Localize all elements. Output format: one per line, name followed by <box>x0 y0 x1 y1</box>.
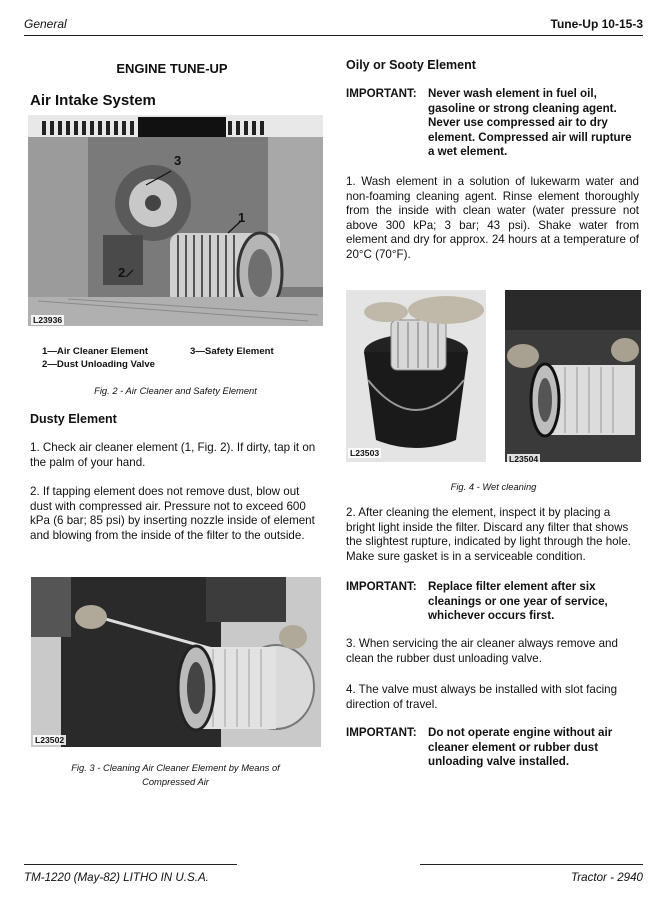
important-note-1 <box>346 87 639 162</box>
important-note-3 <box>346 726 639 774</box>
oily-step-2: 2. After cleaning the element, inspect it by placing a bright light inside the filter. Discard any filter that shows the slightest rupture, indicated by light through the hole. Make sure gasket is in a serviceable condition. <box>346 506 631 563</box>
callout-2: 2 <box>118 265 126 280</box>
compressed-air-illustration <box>31 577 321 747</box>
important-label: IMPORTANT: <box>346 580 417 593</box>
callout-3: 3 <box>174 153 182 168</box>
page-title: ENGINE TUNE-UP <box>116 61 228 76</box>
footer-model: Tractor - 2940 <box>571 871 643 884</box>
shake-illustration <box>505 290 641 462</box>
compressed-air-photo <box>31 577 321 747</box>
photo-id-label: L23936 <box>33 315 63 325</box>
dusty-step-1: 1. Check air cleaner element (1, Fig. 2). If dirty, tap it on the palm of your hand. <box>30 441 316 469</box>
important-text: Never wash element in fuel oil, gasoline or strong cleaning agent. Never use compressed air to dry element. Compressed air will rupture a wet element. <box>428 87 632 158</box>
legend-item-1: 1—Air Cleaner Element <box>42 346 149 357</box>
photo-id-label: L23504 <box>509 454 539 462</box>
legend-item-2: 2—Dust Unloading Valve <box>42 359 156 370</box>
bucket-illustration <box>346 290 486 462</box>
oily-step-1: 1. Wash element in a solution of lukewarm water and non-foaming cleaning agent. Rinse element thoroughly from the inside with clean water (water pressure not above 300 kPa; 3 bar; 43 psi). Shake water from element and dry for approx. 24 hours at a temperature of 20°C (70°F). <box>346 175 639 261</box>
header-section-label: General <box>24 17 67 31</box>
important-text: Do not operate engine without air cleaner element or rubber dust unloading valve installed. <box>428 726 613 768</box>
footer-divider-left <box>24 864 237 865</box>
header-divider <box>24 35 643 36</box>
oily-step-4: 4. The valve must always be installed with slot facing direction of travel. <box>346 683 618 711</box>
air-intake-heading: Air Intake System <box>30 92 156 109</box>
air-cleaner-photo <box>28 115 323 326</box>
figure-2-caption: Fig. 2 - Air Cleaner and Safety Element <box>94 385 257 396</box>
figure-4-caption: Fig. 4 - Wet cleaning <box>450 481 537 492</box>
footer-divider-right <box>420 864 643 865</box>
header-page-ref: Tune-Up 10-15-3 <box>550 17 643 31</box>
important-label: IMPORTANT: <box>346 726 417 739</box>
figure-3-caption-line-1: Fig. 3 - Cleaning Air Cleaner Element by Means of <box>71 762 280 773</box>
photo-id-label: L23502 <box>35 735 65 745</box>
air-cleaner-illustration <box>28 115 323 326</box>
wet-cleaning-bucket-photo <box>346 290 486 462</box>
legend-item-3: 3—Safety Element <box>190 346 274 357</box>
oily-step-3: 3. When servicing the air cleaner always remove and clean the rubber dust unloading valve. <box>346 637 618 665</box>
wet-cleaning-shake-photo <box>505 290 641 462</box>
important-text: Replace filter element after six cleanings or one year of service, whichever occurs first. <box>428 580 608 622</box>
important-label: IMPORTANT: <box>346 87 417 100</box>
dusty-step-2: 2. If tapping element does not remove dust, blow out dust with compressed air. Pressure not to exceed 600 kPa (6 bar; 85 psi) by inserting nozzle inside of element and blowing from the inside of the filter to the outside. <box>30 485 315 542</box>
figure-3-caption-line-2: Compressed Air <box>142 776 209 787</box>
callout-1: 1 <box>238 210 246 225</box>
dusty-element-heading: Dusty Element <box>30 412 117 426</box>
important-note-2 <box>346 580 639 628</box>
footer-manual-ref: TM-1220 (May-82) LITHO IN U.S.A. <box>24 871 209 884</box>
photo-id-label: L23503 <box>350 448 380 458</box>
oily-element-heading: Oily or Sooty Element <box>346 58 476 72</box>
